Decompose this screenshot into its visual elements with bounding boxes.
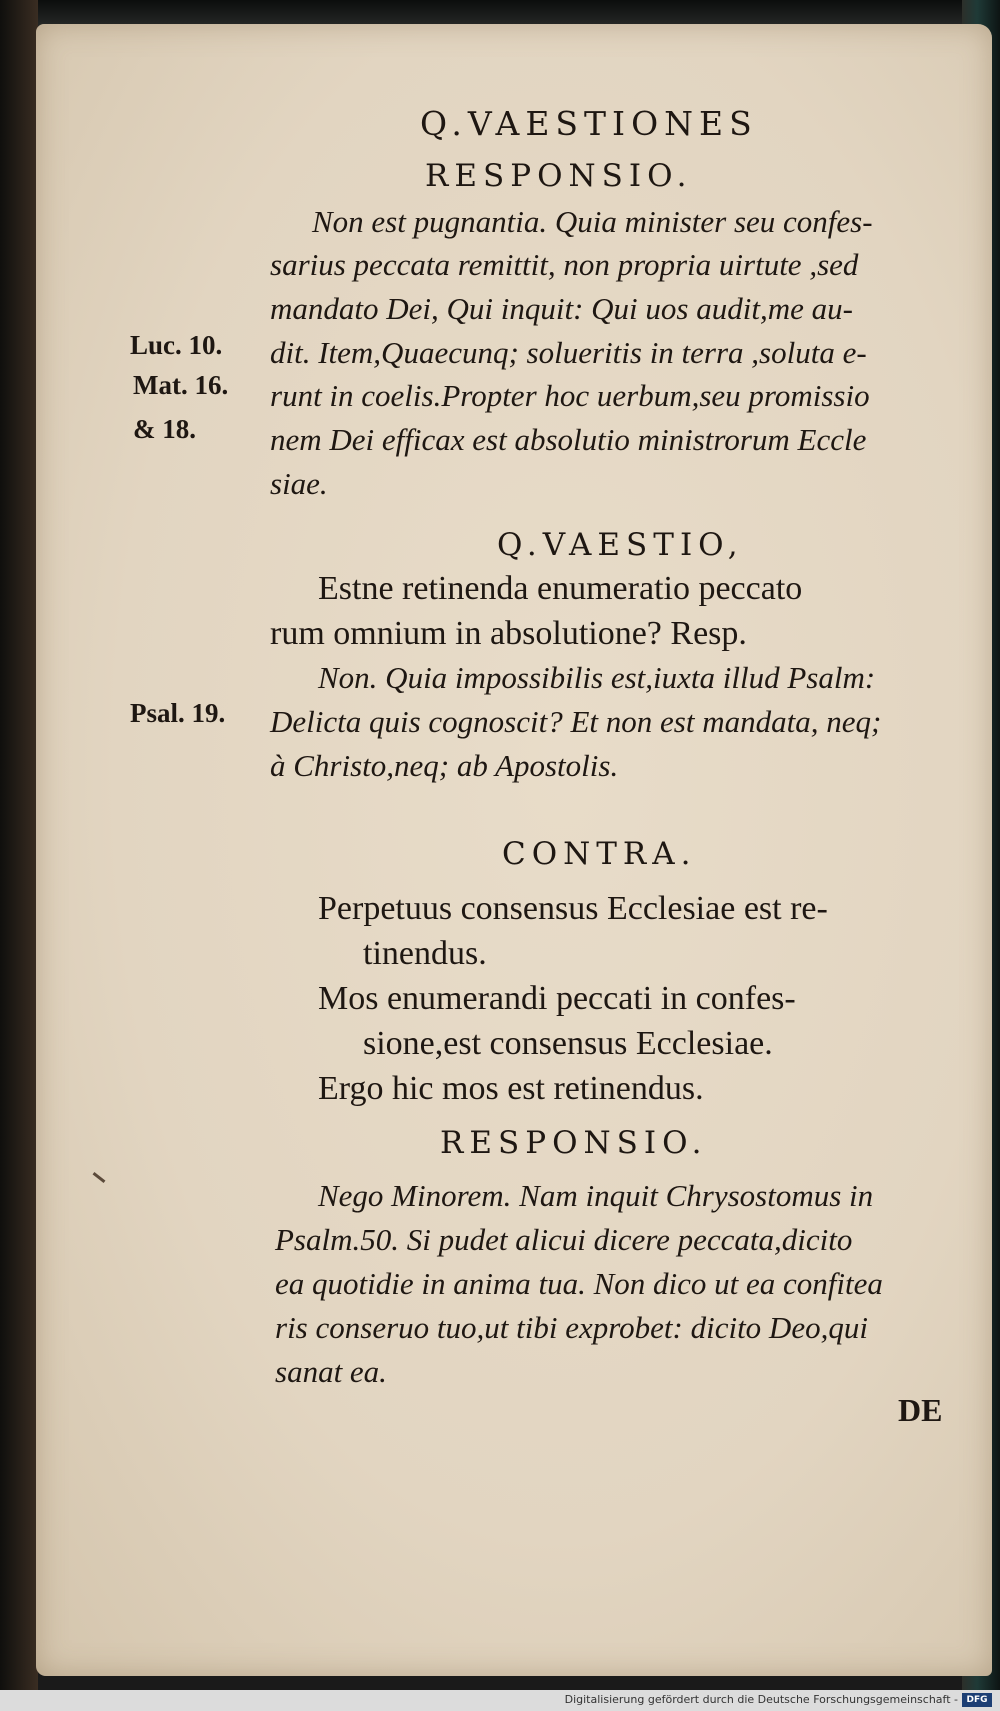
- margin-note: & 18.: [133, 414, 196, 444]
- text-line: siae.: [270, 466, 328, 501]
- text-line: nem Dei efficax est absolutio ministrorum Eccle: [270, 422, 867, 457]
- section-heading: RESPONSIO.: [425, 158, 693, 194]
- dfg-logo: DFG: [962, 1693, 992, 1707]
- scan-top-edge: [0, 0, 1000, 26]
- text-line: Estne retinenda enumeratio peccato: [318, 570, 803, 607]
- text-line: tinendus.: [363, 935, 487, 972]
- text-line: dit. Item,Quaecunq; solueritis in terra ,soluta e-: [270, 335, 867, 370]
- text-line: runt in coelis.Propter hoc uerbum,seu promissio: [270, 378, 870, 413]
- text-line: à Christo,neq; ab Apostolis.: [270, 748, 619, 783]
- text-line: sione,est consensus Ecclesiae.: [363, 1025, 773, 1062]
- text-line: Mos enumerandi peccati in confes-: [318, 980, 796, 1017]
- catchword: DE: [898, 1392, 943, 1428]
- section-heading: CONTRA.: [502, 836, 697, 872]
- text-line: ris conseruo tuo,ut tibi exprobet: dicito Deo,qui: [275, 1310, 868, 1345]
- text-line: Non est pugnantia. Quia minister seu confes-: [312, 204, 873, 239]
- text-line: rum omnium in absolutione? Resp.: [270, 615, 747, 652]
- section-heading: RESPONSIO.: [440, 1125, 708, 1161]
- section-heading: Q.VAESTIO,: [497, 527, 744, 563]
- margin-note: Psal. 19.: [130, 698, 226, 728]
- text-line: Perpetuus consensus Ecclesiae est re-: [318, 890, 828, 927]
- book-binding-left: [0, 0, 38, 1690]
- text-line: Nego Minorem. Nam inquit Chrysostomus in: [318, 1178, 874, 1213]
- text-line: mandato Dei, Qui inquit: Qui uos audit,me au-: [270, 291, 853, 326]
- margin-note: Luc. 10.: [130, 330, 223, 360]
- text-line: Ergo hic mos est retinendus.: [318, 1070, 704, 1107]
- text-line: sarius peccata remittit, non propria uirtute ,sed: [270, 247, 859, 282]
- text-line: ea quotidie in anima tua. Non dico ut ea confitea: [275, 1266, 883, 1301]
- footer-credit: Digitalisierung gefördert durch die Deutsche Forschungsgemeinschaft -: [564, 1693, 958, 1706]
- text-line: Delicta quis cognoscit? Et non est mandata, neq;: [270, 704, 882, 739]
- margin-note: Mat. 16.: [133, 370, 229, 400]
- text-line: sanat ea.: [275, 1354, 387, 1389]
- text-line: Psalm.50. Si pudet alicui dicere peccata,dicito: [275, 1222, 853, 1257]
- running-head: Q.VAESTIONES: [420, 104, 758, 143]
- text-line: Non. Quia impossibilis est,iuxta illud Psalm:: [318, 660, 876, 695]
